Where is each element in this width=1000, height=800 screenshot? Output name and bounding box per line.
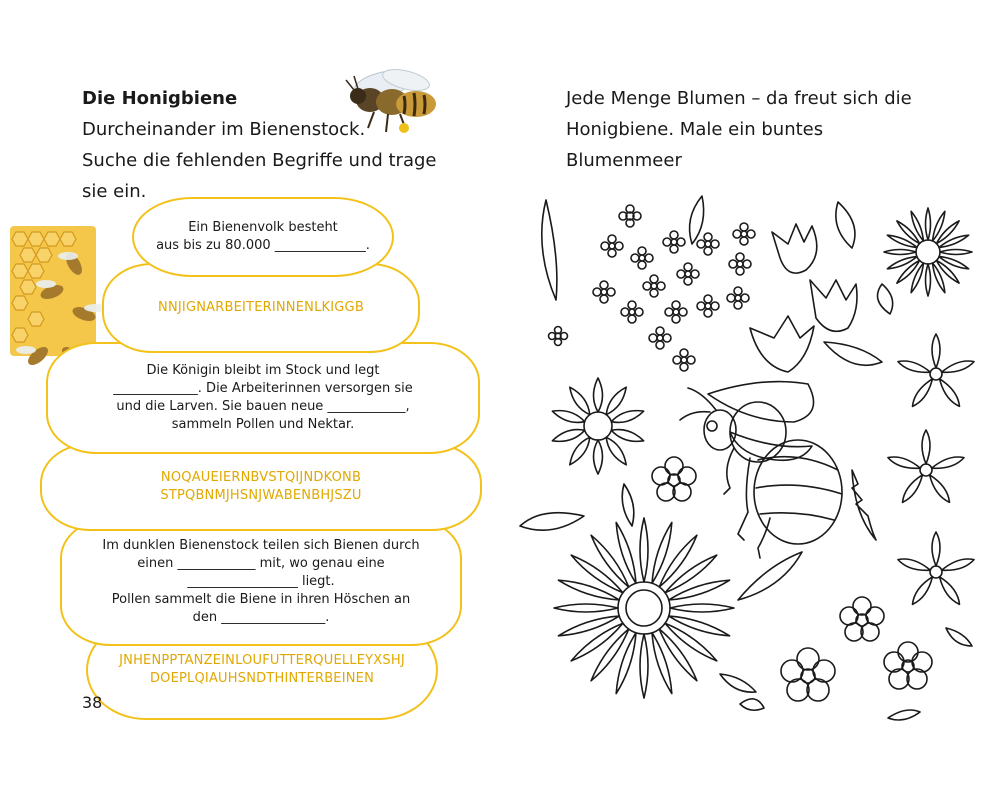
question-cell-3 [60, 518, 462, 646]
coloring-artwork [512, 188, 1000, 736]
question-line: einen ____________ mit, wo genau eine [137, 556, 385, 571]
question-line: Im dunklen Bienenstock teilen sich Bienen durch [102, 538, 420, 553]
page-number: 38 [82, 693, 103, 712]
daisy-outline [884, 208, 972, 296]
leaf-outline [888, 710, 920, 720]
coloring-instruction-line-3: Blumenmeer [566, 150, 682, 171]
honeybee-illustration [344, 62, 440, 138]
leaf-outline [740, 699, 764, 710]
star-flower-outline [887, 430, 966, 505]
intro-line-3: sie ein. [82, 181, 147, 202]
leaf-outline [824, 342, 882, 365]
question-line: und die Larven. Sie bauen neue ____________, [116, 399, 410, 414]
coloring-instruction-line-2: Honigbiene. Male ein buntes [566, 119, 824, 140]
question-line: Pollen sammelt die Biene in ihren Höschen an [111, 592, 411, 607]
leaf-outline [738, 552, 802, 600]
right-page [500, 0, 1000, 800]
intro-line-1: Durcheinander im Bienenstock. [82, 119, 366, 140]
leaf-outline [720, 674, 756, 692]
question-line: sammeln Pollen und Nektar. [171, 417, 355, 432]
puzzle-line: DOEPLQIAUHSNDTHINTERBEINEN [149, 671, 375, 686]
coloring-flowers-bee [512, 188, 1000, 736]
small-flower-outline [781, 648, 835, 701]
question-cell-2 [46, 342, 480, 454]
leaf-outline [878, 284, 893, 314]
puzzle-cell-2 [40, 443, 482, 531]
puzzle-line: STPQBNMJHSNJWABENBHJSZU [160, 488, 362, 503]
leaf-outline [542, 200, 557, 300]
question-line: Die Königin bleibt im Stock und legt [146, 363, 380, 378]
tulip-outline [750, 316, 814, 372]
question-line: den ________________. [192, 610, 330, 625]
question-line: aus bis zu 80.000 ______________. [156, 238, 370, 253]
question-line: Ein Bienenvolk besteht [188, 220, 338, 235]
star-flower-outline [897, 334, 976, 409]
puzzle-line: NOQAUEIERNBVSTQIJNDKONB [160, 470, 362, 485]
tulip-outline [772, 224, 817, 273]
page-title: Die Honigbiene [82, 88, 238, 109]
question-line: _________________ liegt. [187, 574, 335, 589]
small-flower-outline [840, 597, 884, 641]
puzzle-line: JNHENPPTANZEINLOUFUTTERQUELLEYXSHJ [119, 653, 405, 668]
tulip-outline [810, 280, 857, 331]
small-flower-outline [652, 457, 696, 501]
leaf-outline [622, 484, 634, 526]
leaf-outline [946, 628, 972, 646]
leaf-outline [852, 470, 876, 540]
daisy-outline [554, 518, 734, 698]
bumblebee-outline [680, 382, 842, 558]
puzzle-line: NNJIGNARBEITERINNENLKIGGB [158, 300, 364, 315]
small-flower-outline [884, 642, 932, 689]
small-flowers-cluster [549, 205, 756, 371]
daisy-outline [551, 378, 645, 474]
question-cell-1 [132, 197, 394, 277]
intro-line-2: Suche die fehlenden Begriffe und trage [82, 150, 437, 171]
question-line: _____________. Die Arbeiterinnen versorgen sie [113, 381, 413, 396]
coloring-instruction-line-1: Jede Menge Blumen – da freut sich die [566, 88, 912, 109]
star-flower-outline [897, 532, 976, 607]
leaf-outline [520, 513, 584, 531]
leaf-outline [690, 196, 704, 244]
leaf-outline [836, 202, 855, 248]
